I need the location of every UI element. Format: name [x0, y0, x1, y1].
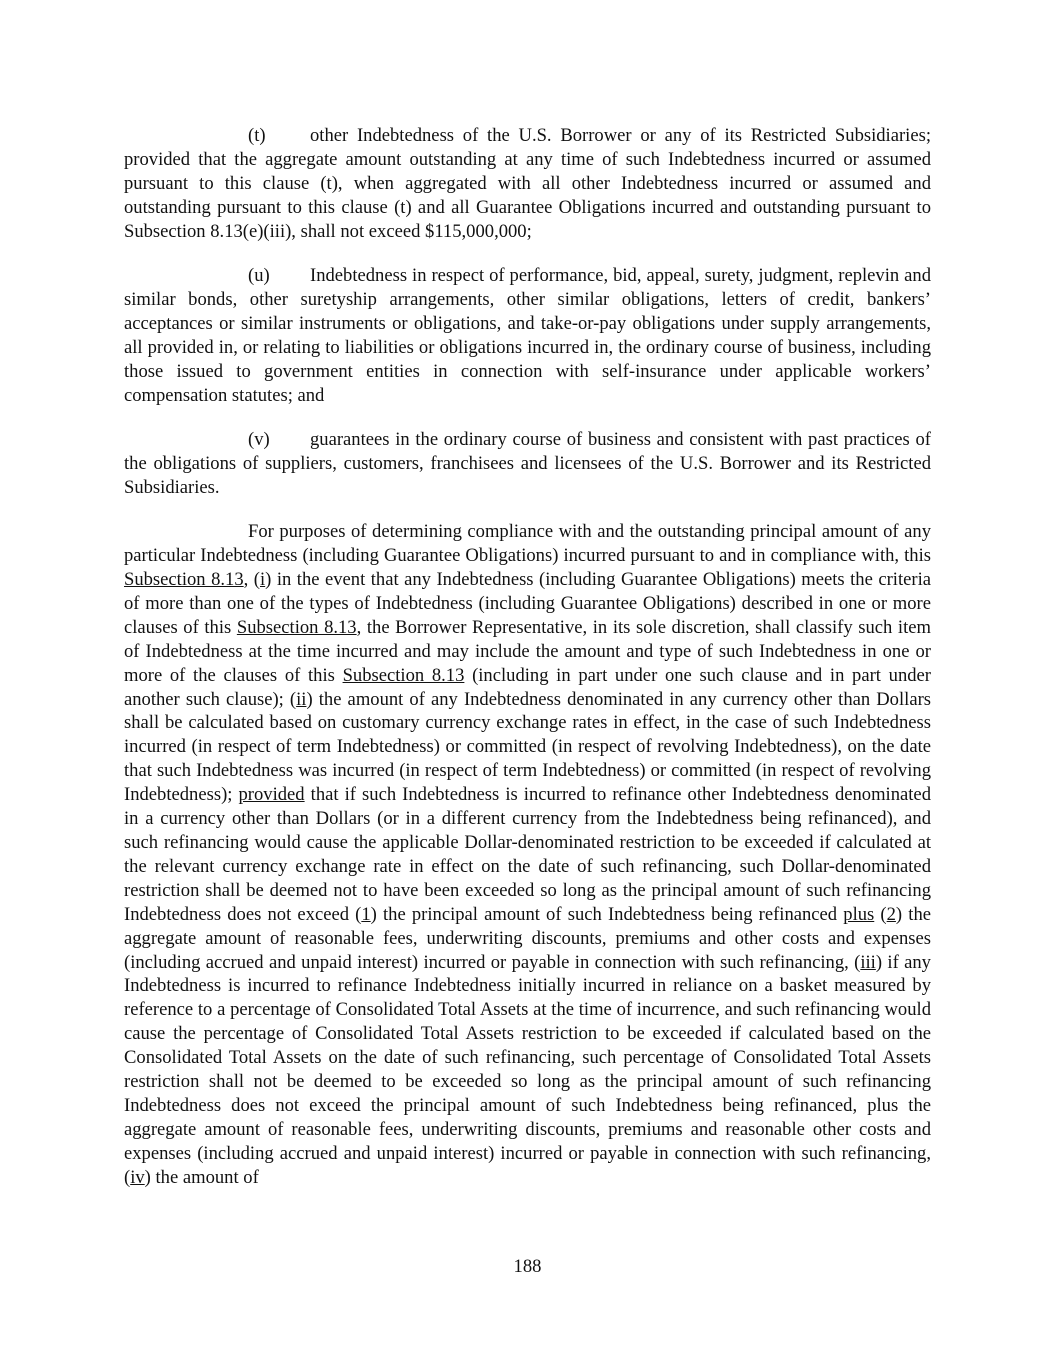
paragraph-text: ) the principal amount of such Indebtedness being refinanced — [370, 903, 844, 925]
underlined-term: 1 — [361, 903, 371, 925]
underlined-term: 2 — [886, 903, 896, 925]
underlined-term: iii — [860, 951, 876, 973]
clause-label: (v) — [248, 428, 270, 450]
clause-text: guarantees in the ordinary course of business and consistent with past practices of the obligations of suppliers, customers, franchisees and licensees of the U.S. Borrower and its Restricted Subsidiaries. — [124, 428, 931, 498]
underlined-term: iv — [130, 1166, 145, 1188]
underlined-term: Subsection 8.13 — [342, 664, 465, 686]
paragraph-text: that if such Indebtedness is incurred to refinance other Indebtedness denominated in a currency other than Dollars (or in a different currency from the Indebtedness being refinanced), and such refinancing would cause the applicable Dollar-denominated restriction to be exceeded if calculated at the relevant currency exchange rate in effect on the date of such refinancing, such Dollar-denominated restriction shall be deemed not to have been exceeded so long as the principal amount of such refinancing Indebtedness does not exceed ( — [124, 784, 931, 925]
clause-label: (t) — [248, 125, 266, 146]
underlined-term: i — [259, 569, 266, 590]
page-number: 188 — [513, 1256, 542, 1277]
clause-u — [124, 264, 931, 407]
underlined-term: plus — [843, 903, 875, 925]
purposes-paragraph — [124, 520, 931, 1189]
clause-v — [124, 428, 931, 500]
clause-label: (u) — [248, 265, 270, 287]
paragraph-text: , the Borrower Representative, in its sole discretion, shall classify such item of Indebtedness at the time incurred and may include the amount and type of such Indebtedness in one or more of the clauses of this — [124, 616, 931, 686]
clause-text: other Indebtedness of the U.S. Borrower or any of its Restricted Subsidiaries; provided that the aggregate amount outstanding at any time of such Indebtedness incurred or assumed pursuant to this clause (t), when aggregated with all other Indebtedness incurred or assumed and outstanding pursuant to this clause (t) and all Guarantee Obligations incurred and outstanding pursuant to Subsection 8.13(e)(iii), shall not exceed $115,000,000; — [124, 125, 931, 242]
paragraph-text: (including in part under one such clause and in part under another such clause); ( — [124, 664, 931, 710]
paragraph-text: ( — [874, 903, 887, 925]
clause-t — [124, 124, 931, 244]
underlined-term: Subsection 8.13 — [124, 569, 244, 590]
document-page — [124, 124, 931, 1210]
clause-text: Indebtedness in respect of performance, bid, appeal, surety, judgment, replevin and similar bonds, other suretyship arrangements, other similar obligations, letters of credit, bankers’ acceptances or similar instruments or obligations, and take-or-pay obligations under supply arrangements, all provided in, or relating to liabilities or obligations incurred in, the ordinary course of business, including those issued to government entities in connection with self-insurance under applicable workers’ compensation statutes; and — [124, 265, 931, 406]
paragraph-text: ) the aggregate amount of reasonable fees, underwriting discounts, premiums and other costs and expenses (including accrued and unpaid interest) incurred or payable in connection with such refinancing, ( — [124, 903, 931, 973]
underlined-term: Subsection 8.13 — [236, 616, 357, 638]
paragraph-text: ) the amount of any Indebtedness denominated in any currency other than Dollars shall be calculated based on customary currency exchange rates in effect, in the case of such Indebtedness incurred (in respect of term Indebtedness) or committed (in respect of revolving Indebtedness), on the date that such Indebtedness was incurred (in respect of term Indebtedness) or committed (in respect of revolving Indebtedness); — [124, 688, 931, 806]
underlined-term: provided — [238, 784, 305, 806]
paragraph-text: For purposes of determining compliance with and the outstanding principal amount of any particular Indebtedness (including Guarantee Obligations) incurred pursuant to and in compliance with, this — [124, 521, 931, 567]
paragraph-text: , ( — [243, 569, 260, 590]
paragraph-text: ) in the event that any Indebtedness (including Guarantee Obligations) meets the criteria of more than one of the types of Indebtedness (including Guarantee Obligations) described in one or more clauses of this — [124, 569, 931, 638]
paragraph-text: ) the amount of — [144, 1166, 259, 1188]
paragraph-text: ) if any Indebtedness is incurred to refinance Indebtedness initially incurred in reliance on a basket measured by reference to a percentage of Consolidated Total Assets at the time of incurrence, and such refinancing would cause the percentage of Consolidated Total Assets restriction to be exceeded if calculated based on the Consolidated Total Assets on the date of such refinancing, such percentage of Consolidated Total Assets restriction shall not be deemed to be exceeded so long as the principal amount of such refinancing Indebtedness does not exceed the principal amount of such Indebtedness being refinanced, plus the aggregate amount of reasonable fees, underwriting discounts, premiums and reasonable other costs and expenses (including accrued and unpaid interest) incurred or payable in connection with such refinancing, ( — [124, 951, 931, 1188]
underlined-term: ii — [296, 688, 307, 710]
